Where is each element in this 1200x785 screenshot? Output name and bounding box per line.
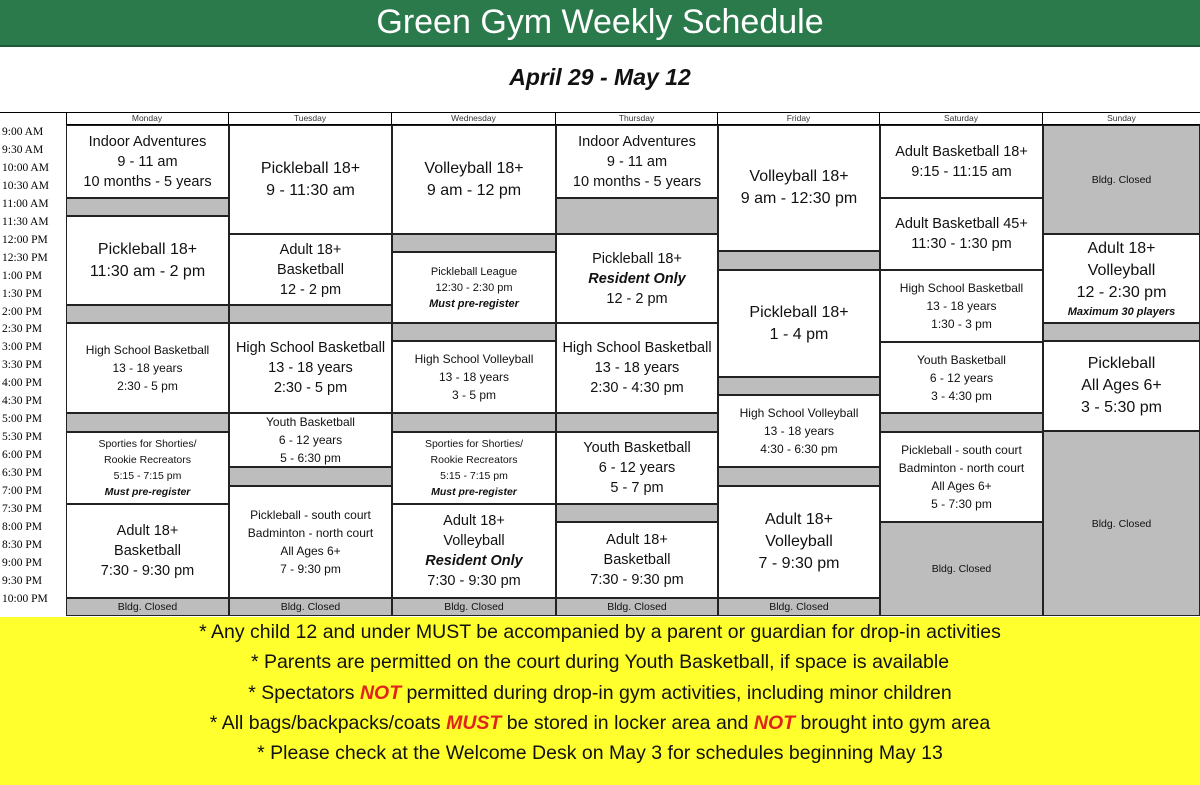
closed-label: Bldg. Closed <box>1091 173 1152 186</box>
event-time: 5 - 7 pm <box>610 480 664 496</box>
event-note: Resident Only <box>425 553 523 569</box>
event-title: Sporties for Shorties/ <box>98 438 197 450</box>
event-title-2: Rookie Recreators <box>430 454 518 466</box>
time-label: 10:00 PM <box>2 592 48 605</box>
note-spectators <box>0 682 1200 705</box>
event-time: 7:30 - 9:30 pm <box>427 573 521 589</box>
header-banner <box>0 0 1200 47</box>
event-title: Pickleball - south court <box>250 508 371 522</box>
closed-label: Bldg. Closed <box>280 601 341 613</box>
event-ages: 6 - 12 years <box>598 460 676 476</box>
event-ages: 13 - 18 years <box>763 424 835 438</box>
event-title: Youth Basketball <box>917 352 1006 367</box>
event-time: 1:30 - 3 pm <box>931 317 992 331</box>
saturday-adult-basketball-45 <box>880 198 1043 270</box>
event-note: Must pre-register <box>104 486 191 498</box>
event-ages: 6 - 12 years <box>929 370 994 385</box>
note-text: * All bags/backpacks/coats <box>209 712 447 734</box>
event-time: 5 - 7:30 pm <box>931 497 992 511</box>
tuesday-pickleball <box>229 125 392 234</box>
friday-gap <box>718 377 880 395</box>
event-note: Resident Only <box>588 270 686 287</box>
monday-adult-basketball <box>66 504 229 598</box>
event-title: High School Volleyball <box>739 406 859 420</box>
date-range: April 29 - May 12 <box>509 64 691 90</box>
tuesday-gap <box>229 305 392 323</box>
monday-indoor-adventures <box>66 125 229 198</box>
time-label: 9:30 PM <box>2 574 42 587</box>
time-label: 11:00 AM <box>2 197 49 210</box>
event-title-2: Badminton - north court <box>898 461 1025 475</box>
event-title: Adult 18+ <box>279 241 342 258</box>
tuesday-hs-basketball <box>229 323 392 413</box>
event-title: Indoor Adventures <box>88 133 207 150</box>
wednesday-gap <box>392 413 556 432</box>
time-label: 3:00 PM <box>2 341 42 354</box>
note-bags <box>0 712 1200 735</box>
event-title: Pickleball 18+ <box>260 159 361 177</box>
friday-volleyball <box>718 125 880 251</box>
event-time: 9:15 - 11:15 am <box>911 163 1012 180</box>
monday-closed <box>66 598 229 616</box>
wednesday-hs-volleyball <box>392 341 556 413</box>
sunday-pickleball <box>1043 341 1200 431</box>
saturday-closed <box>880 522 1043 616</box>
time-label: 7:30 PM <box>2 502 42 515</box>
event-time: 2:30 - 5 pm <box>117 379 178 393</box>
event-title-2: Volleyball <box>765 533 833 550</box>
monday-gap <box>66 305 229 323</box>
tuesday-closed <box>229 598 392 616</box>
time-label: 10:00 AM <box>2 161 49 174</box>
time-label: 8:30 PM <box>2 538 42 551</box>
time-label: 2:00 PM <box>2 305 42 318</box>
wednesday-pickleball-league <box>392 252 556 323</box>
event-title: Pickleball League <box>430 265 518 278</box>
event-time: 4:30 - 6:30 pm <box>760 442 838 456</box>
day-header-saturday: Saturday <box>880 112 1043 125</box>
event-note: Maximum 30 players <box>1067 305 1176 318</box>
closed-label: Bldg. Closed <box>931 563 992 575</box>
closed-label: Bldg. Closed <box>1091 517 1152 530</box>
monday-hs-basketball <box>66 323 229 413</box>
closed-label: Bldg. Closed <box>769 601 829 613</box>
friday-adult-volleyball <box>718 486 880 598</box>
thursday-gap <box>556 413 718 432</box>
event-title: Youth Basketball <box>583 440 691 456</box>
time-label: 1:00 PM <box>2 269 42 282</box>
event-title-2: Volleyball <box>443 533 505 549</box>
saturday-adult-basketball-18 <box>880 125 1043 198</box>
friday-gap <box>718 467 880 486</box>
event-time: 7 - 9:30 pm <box>280 562 341 576</box>
sunday-closed-morning <box>1043 125 1200 234</box>
event-title: Volleyball 18+ <box>424 159 524 177</box>
event-title: High School Basketball <box>235 340 386 356</box>
event-title: Adult 18+ <box>764 511 834 528</box>
day-header-friday: Friday <box>718 112 880 125</box>
friday-pickleball <box>718 270 880 377</box>
event-ages: 13 - 18 years <box>438 370 510 384</box>
sunday-adult-volleyball <box>1043 234 1200 323</box>
thursday-hs-basketball <box>556 323 718 413</box>
event-time: 9 - 11 am <box>606 153 668 170</box>
saturday-youth-basketball <box>880 342 1043 413</box>
day-header-sunday: Sunday <box>1043 112 1200 125</box>
event-title: Sporties for Shorties/ <box>424 438 524 450</box>
event-title: Youth Basketball <box>266 415 355 429</box>
event-time: 2:30 - 4:30 pm <box>590 380 684 396</box>
event-time: 1 - 4 pm <box>769 325 829 343</box>
tuesday-pickleball-badminton <box>229 486 392 598</box>
day-header-tuesday: Tuesday <box>229 112 392 125</box>
monday-gap <box>66 413 229 432</box>
time-label: 11:30 AM <box>2 215 49 228</box>
notes-panel <box>0 617 1200 785</box>
thursday-adult-basketball <box>556 522 718 598</box>
time-label: 9:00 PM <box>2 556 42 569</box>
wednesday-closed <box>392 598 556 616</box>
time-label: 4:00 PM <box>2 377 42 390</box>
page-title: Green Gym Weekly Schedule <box>376 3 824 41</box>
event-time: 7:30 - 9:30 pm <box>100 563 195 579</box>
event-ages: 6 - 12 years <box>278 433 343 447</box>
note-welcome-desk: * Please check at the Welcome Desk on May 3 for schedules beginning May 13 <box>257 742 943 764</box>
event-time: 9 - 11:30 am <box>266 181 355 199</box>
time-label: 8:00 PM <box>2 520 42 533</box>
event-time: 11:30 - 1:30 pm <box>911 236 1012 252</box>
thursday-youth-basketball <box>556 432 718 504</box>
time-label: 1:30 PM <box>2 287 42 300</box>
sunday-closed-evening <box>1043 431 1200 616</box>
event-ages: All Ages 6+ <box>931 479 992 493</box>
thursday-gap <box>556 198 718 234</box>
time-label: 10:30 AM <box>2 179 49 192</box>
event-time: 5 - 6:30 pm <box>280 451 341 465</box>
event-title: Pickleball 18+ <box>592 250 682 267</box>
event-title: Adult 18+ <box>116 523 179 539</box>
schedule-grid <box>0 112 1200 616</box>
event-time: 7:30 - 9:30 pm <box>590 572 684 588</box>
event-title: Volleyball 18+ <box>749 168 849 185</box>
event-note: Must pre-register <box>429 297 519 310</box>
note-parents-court: * Parents are permitted on the court during Youth Basketball, if space is available <box>250 651 950 673</box>
event-ages: 13 - 18 years <box>268 360 353 376</box>
event-time: 3 - 5 pm <box>451 388 496 402</box>
tuesday-gap <box>229 467 392 486</box>
time-label: 6:00 PM <box>2 449 42 462</box>
event-title: High School Volleyball <box>414 352 534 366</box>
thursday-closed <box>556 598 718 616</box>
time-label: 7:00 PM <box>2 485 42 497</box>
event-ages: 10 months - 5 years <box>83 173 212 190</box>
thursday-pickleball <box>556 234 718 323</box>
event-time: 12:30 - 2:30 pm <box>435 281 513 294</box>
note-text: be stored in locker area and <box>501 712 754 734</box>
event-title-2: Rookie Recreators <box>104 454 191 466</box>
event-title: High School Basketball <box>562 340 712 356</box>
event-ages: 13 - 18 years <box>594 360 680 376</box>
time-label: 5:30 PM <box>2 431 42 444</box>
time-label: 4:30 PM <box>2 395 42 408</box>
event-title-2: Basketball <box>603 552 671 568</box>
day-header-wednesday: Wednesday <box>392 112 556 125</box>
event-time: 9 am - 12 pm <box>426 181 522 199</box>
event-title: Pickleball - south court <box>901 443 1022 457</box>
wednesday-adult-volleyball <box>392 504 556 598</box>
monday-gap <box>66 198 229 216</box>
event-title: Pickleball <box>1087 355 1156 372</box>
event-title: Pickleball 18+ <box>749 303 849 321</box>
tuesday-youth-basketball <box>229 413 392 467</box>
wednesday-volleyball <box>392 125 556 234</box>
time-label: 3:30 PM <box>2 359 42 372</box>
day-header-monday: Monday <box>66 112 229 125</box>
emphasis-must: MUST <box>446 712 502 734</box>
event-title-2: Volleyball <box>1087 261 1156 279</box>
event-title: Adult Basketball 45+ <box>895 216 1028 232</box>
time-label: 12:00 PM <box>2 233 48 246</box>
event-time: 12 - 2 pm <box>606 290 668 307</box>
event-time: 3 - 4:30 pm <box>931 388 992 403</box>
event-time: 11:30 am - 2 pm <box>89 262 206 280</box>
thursday-gap <box>556 504 718 522</box>
event-time: 12 - 2 pm <box>279 281 342 298</box>
event-title: Adult 18+ <box>606 532 668 548</box>
tuesday-adult-basketball <box>229 234 392 305</box>
time-label: 9:00 AM <box>2 126 44 138</box>
event-time: 3 - 5:30 pm <box>1081 399 1162 416</box>
event-time: 5:15 - 7:15 pm <box>113 470 182 482</box>
event-ages: 10 months - 5 years <box>572 173 702 190</box>
event-time: 9 - 11 am <box>117 153 178 170</box>
time-label: 12:30 PM <box>2 251 48 264</box>
closed-label: Bldg. Closed <box>117 601 178 613</box>
event-title: Pickleball 18+ <box>97 240 198 258</box>
event-time: 2:30 - 5 pm <box>273 380 348 396</box>
event-time: 5:15 - 7:15 pm <box>440 470 508 482</box>
event-ages: 13 - 18 years <box>112 361 183 375</box>
event-title: High School Basketball <box>899 281 1024 295</box>
friday-hs-volleyball <box>718 395 880 467</box>
saturday-pickleball-badminton <box>880 432 1043 522</box>
event-ages: 13 - 18 years <box>926 299 997 313</box>
event-note: Must pre-register <box>431 486 517 498</box>
event-title: Adult 18+ <box>1087 239 1156 257</box>
emphasis-not: NOT <box>359 682 402 704</box>
monday-sporties <box>66 432 229 504</box>
note-text: permitted during drop-in gym activities, including minor children <box>401 682 952 704</box>
time-label: 6:30 PM <box>2 467 42 480</box>
sunday-gap <box>1043 323 1200 341</box>
day-header-thursday: Thursday <box>556 112 718 125</box>
friday-closed <box>718 598 880 616</box>
event-time: 12 - 2:30 pm <box>1076 283 1167 301</box>
wednesday-gap <box>392 323 556 341</box>
event-title: Adult Basketball 18+ <box>895 143 1028 160</box>
emphasis-not: NOT <box>753 712 796 734</box>
event-ages: All Ages 6+ <box>1081 377 1162 394</box>
thursday-indoor-adventures <box>556 125 718 198</box>
note-text: * Spectators <box>248 682 360 704</box>
event-title: Adult 18+ <box>443 513 505 529</box>
monday-pickleball <box>66 216 229 305</box>
event-title-2: Badminton - north court <box>247 526 374 540</box>
saturday-hs-basketball <box>880 270 1043 342</box>
event-title: High School Basketball <box>85 343 210 357</box>
event-ages: All Ages 6+ <box>280 544 341 558</box>
closed-label: Bldg. Closed <box>444 601 504 613</box>
note-child-supervision: * Any child 12 and under MUST be accompanied by a parent or guardian for drop-in activities <box>199 621 1001 643</box>
time-label: 9:30 AM <box>2 143 44 156</box>
event-title: Indoor Adventures <box>578 133 696 150</box>
friday-gap <box>718 251 880 270</box>
wednesday-sporties <box>392 432 556 504</box>
time-label: 2:30 PM <box>2 323 42 336</box>
event-time: 7 - 9:30 pm <box>758 555 840 572</box>
event-title-2: Basketball <box>277 261 344 278</box>
wednesday-gap <box>392 234 556 252</box>
event-time: 9 am - 12:30 pm <box>740 190 858 207</box>
time-label: 5:00 PM <box>2 413 42 426</box>
note-text: brought into gym area <box>795 712 991 734</box>
event-title-2: Basketball <box>114 543 181 559</box>
saturday-gap <box>880 413 1043 432</box>
closed-label: Bldg. Closed <box>607 601 667 613</box>
